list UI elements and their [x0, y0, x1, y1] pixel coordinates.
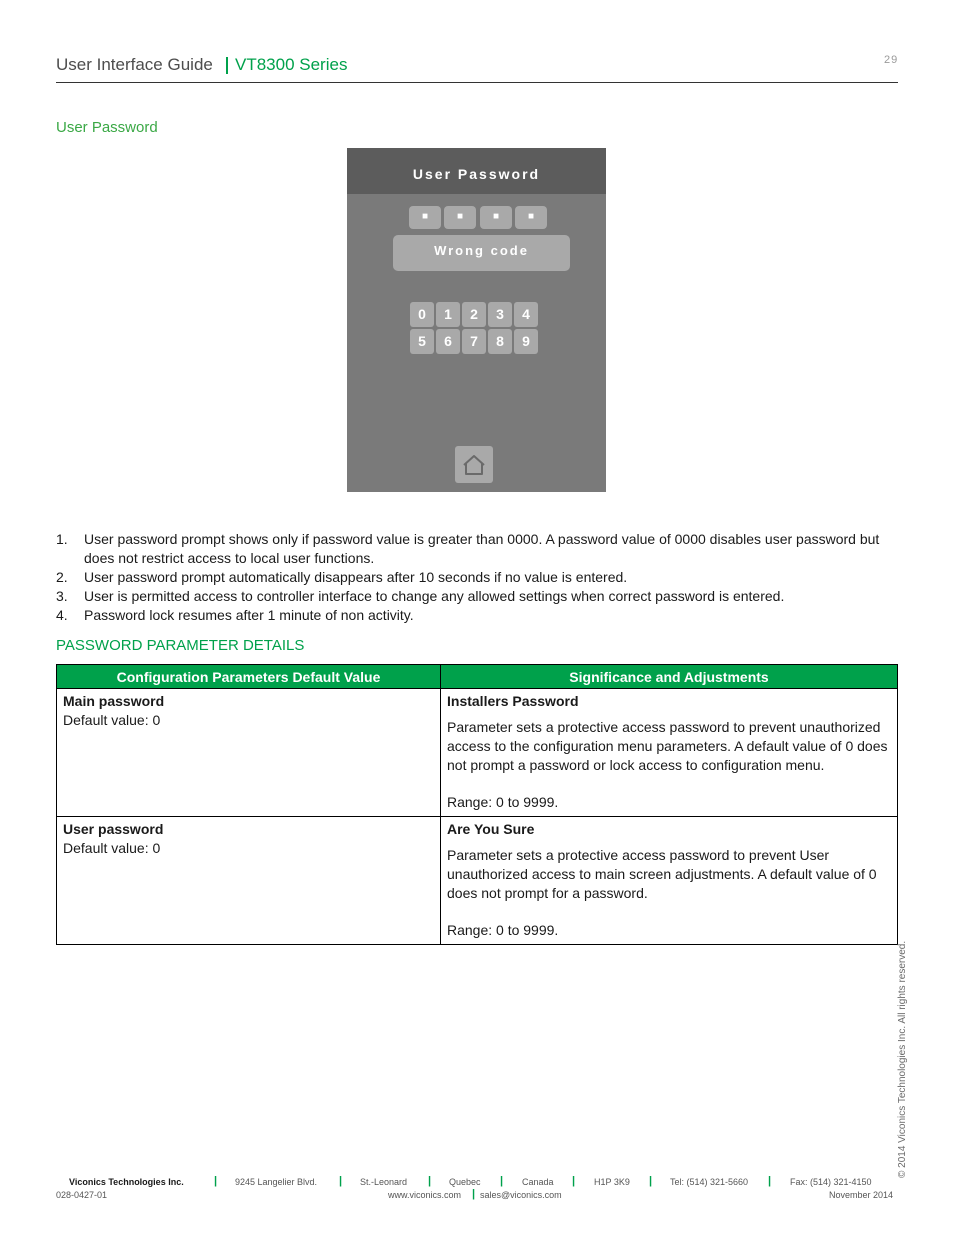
range-text: Range: 0 to 9999. [447, 922, 559, 938]
footer-province: Quebec [449, 1177, 481, 1187]
list-item [56, 587, 886, 606]
footer-separator: | [649, 1175, 653, 1187]
footer-city: St.-Leonard [360, 1177, 408, 1187]
key-5[interactable]: 5 [410, 329, 434, 354]
footer-separator: | [428, 1175, 432, 1187]
list-text: User is permitted access to controller interface to change any allowed settings when correct password is entered. [84, 588, 785, 604]
default-value: Default value: 0 [63, 840, 161, 856]
list-number: 3. [56, 588, 68, 604]
significance-title: Are You Sure [447, 821, 535, 837]
key-7[interactable]: 7 [462, 329, 486, 354]
footer-separator: | [472, 1188, 476, 1200]
parameter-table [56, 664, 898, 945]
section-title: User Password [56, 119, 158, 136]
parameter-name: User password [63, 821, 164, 837]
footer-company: Viconics Technologies Inc. [69, 1177, 184, 1187]
home-button[interactable] [455, 446, 493, 483]
list-text: Password lock resumes after 1 minute of non activity. [84, 607, 414, 623]
password-digit-2: ■ [444, 206, 476, 229]
significance-title: Installers Password [447, 693, 579, 709]
notes-list [56, 530, 886, 625]
footer-website-link[interactable]: www.viconics.com [388, 1190, 462, 1200]
significance-cell [441, 689, 898, 817]
thermostat-screen [347, 148, 606, 492]
list-item [56, 568, 886, 587]
footer-email-link[interactable]: sales@viconics.com [480, 1190, 562, 1200]
significance-description: Parameter sets a protective access password to prevent User unauthorized access to main screen adjustments. A default value of 0 does not prompt for a password. [447, 847, 877, 901]
footer-separator: | [500, 1175, 504, 1187]
column-header: Configuration Parameters Default Value [57, 665, 441, 689]
password-digit-1: ■ [409, 206, 441, 229]
key-3[interactable]: 3 [488, 302, 512, 327]
default-value: Default value: 0 [63, 712, 161, 728]
footer-separator: | [572, 1175, 576, 1187]
list-number: 1. [56, 531, 68, 547]
parameter-cell [57, 817, 441, 945]
list-number: 2. [56, 569, 68, 585]
password-digit-4: ■ [515, 206, 547, 229]
title-divider [226, 57, 228, 74]
doc-title: User Interface Guide [56, 55, 213, 74]
footer-country: Canada [522, 1177, 554, 1187]
list-text: User password prompt automatically disappears after 10 seconds if no value is entered. [84, 569, 628, 585]
key-4[interactable]: 4 [514, 302, 538, 327]
list-text: User password prompt shows only if password value is greater than 0000. A password value of 0000 disables user password but does not restrict access to local user functions. [84, 531, 880, 566]
copyright-notice: © 2014 Viconics Technologies Inc. All rights reserved. [897, 940, 908, 1178]
range-text: Range: 0 to 9999. [447, 794, 559, 810]
footer-separator: | [768, 1175, 772, 1187]
key-2[interactable]: 2 [462, 302, 486, 327]
parameter-cell [57, 689, 441, 817]
key-6[interactable]: 6 [436, 329, 460, 354]
doc-series: VT8300 Series [235, 55, 348, 74]
significance-description: Parameter sets a protective access password to prevent unauthorized access to the configuration menu parameters. A default value of 0 does not prompt a password or lock access to configuration menu. [447, 719, 888, 773]
key-1[interactable]: 1 [436, 302, 460, 327]
key-0[interactable]: 0 [410, 302, 434, 327]
table-row [57, 689, 898, 817]
error-message: Wrong code [393, 235, 570, 271]
password-digit-3: ■ [480, 206, 512, 229]
footer-fax: Fax: (514) 321-4150 [790, 1177, 872, 1187]
list-item [56, 606, 886, 625]
table-row [57, 817, 898, 945]
column-header: Significance and Adjustments [441, 665, 898, 689]
screen-title: User Password [347, 148, 606, 194]
key-8[interactable]: 8 [488, 329, 512, 354]
home-icon [462, 454, 486, 476]
parameter-section-title: PASSWORD PARAMETER DETAILS [56, 637, 305, 654]
key-9[interactable]: 9 [514, 329, 538, 354]
footer-phone: Tel: (514) 321-5660 [670, 1177, 749, 1187]
footer-separator: | [339, 1175, 343, 1187]
header-rule [56, 82, 898, 83]
list-number: 4. [56, 607, 68, 623]
footer-postal: H1P 3K9 [594, 1177, 630, 1187]
footer-date: November 2014 [829, 1190, 894, 1200]
page-number: 29 [884, 54, 899, 66]
significance-cell [441, 817, 898, 945]
footer-address: 9245 Langelier Blvd. [235, 1177, 318, 1187]
footer-separator: | [214, 1175, 218, 1187]
parameter-name: Main password [63, 693, 165, 709]
list-item [56, 530, 886, 568]
table-header-row [57, 665, 898, 689]
footer-doc-number: 028-0427-01 [56, 1190, 108, 1200]
